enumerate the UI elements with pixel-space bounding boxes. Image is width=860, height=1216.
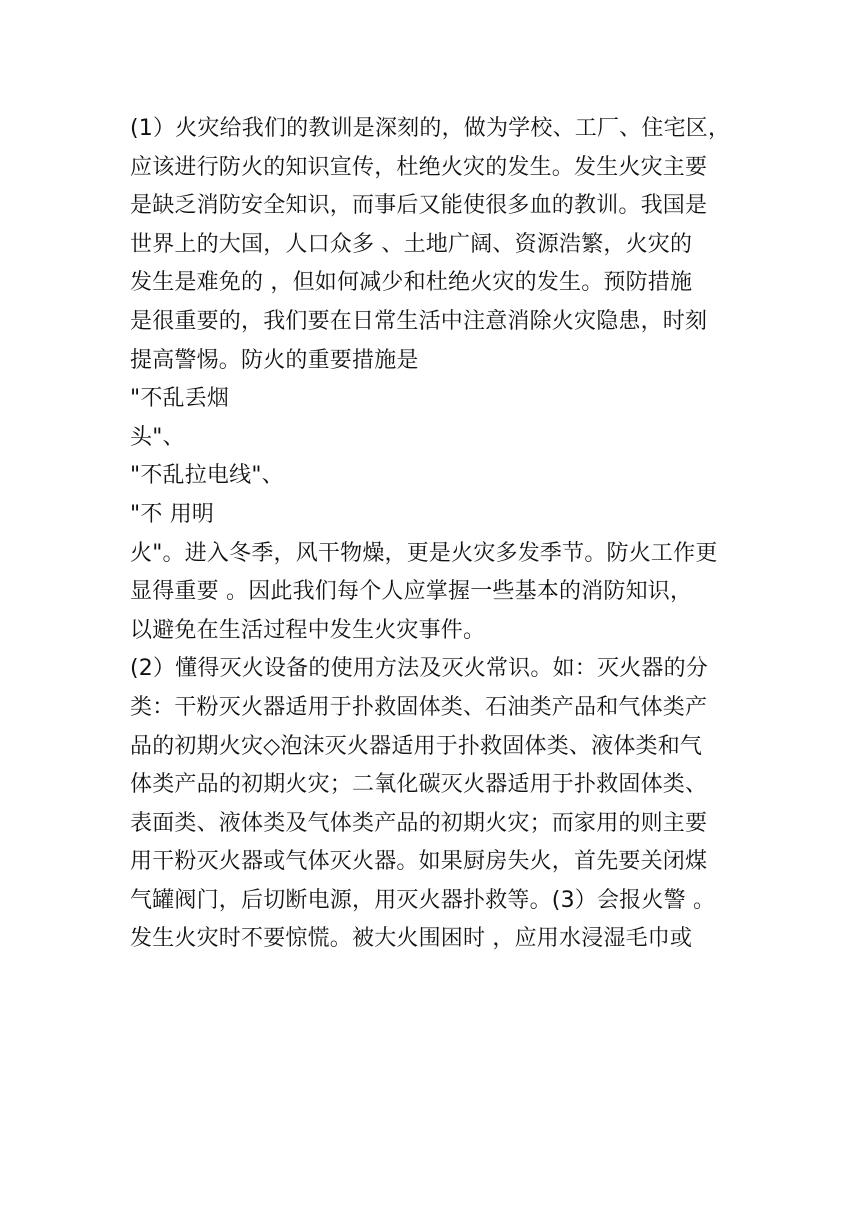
text-line: (1）火灾给我们的教训是深刻的，做为学校、工厂、住宅区，	[130, 116, 731, 141]
text-line: 提高警惕。防火的重要措施是	[130, 347, 419, 373]
text-line: 体类产品的初期火灾；二氧化碳灭火器适用于扑救固体类、	[130, 772, 708, 798]
text-line: (2）懂得灭火设备的使用方法及灭火常识。如：灭火器的分	[130, 656, 708, 682]
text-line: 是缺乏消防安全知识，而事后又能使很多血的教训。我国是	[130, 193, 708, 219]
text-line: "不 用明	[130, 501, 215, 527]
text-line: 发生是难免的 ，但如何减少和杜绝火灾的发生。预防措施	[130, 270, 693, 296]
text-line: 品的初期火灾◇泡沫灭火器适用于扑救固体类、液体类和气	[130, 733, 703, 759]
text-line: 火"。进入冬季，风干物燥，更是火灾多发季节。防火工作更	[130, 540, 718, 566]
body-text	[130, 110, 740, 959]
text-line: "不乱拉电线"、	[130, 463, 284, 489]
text-line: 表面类、液体类及气体类产品的初期火灾；而家用的则主要	[130, 810, 708, 836]
text-line: 发生火灾时不要惊慌。被大火围困时 ，应用水浸湿毛巾或	[130, 926, 693, 952]
text-line: 类：干粉灭火器适用于扑救固体类、石油类产品和气体类产	[130, 694, 708, 720]
text-line: 世界上的大国，人口众多 、土地广阔、资源浩繁，火灾的	[130, 231, 693, 257]
text-line: 以避免在生活过程中发生火灾事件。	[130, 617, 486, 643]
text-line: "不乱丢烟	[130, 386, 230, 412]
text-line: 用干粉灭火器或气体灭火器。如果厨房失火，首先要关闭煤	[130, 849, 708, 875]
text-line: 气罐阀门，后切断电源，用灭火器扑救等。(3）会报火警 。	[130, 887, 716, 913]
text-line: 显得重要 。因此我们每个人应掌握一些基本的消防知识，	[130, 579, 693, 605]
text-line: 应该进行防火的知识宣传，杜绝火灾的发生。发生火灾主要	[130, 154, 708, 180]
text-line: 头"、	[130, 424, 185, 450]
text-line: 是很重要的，我们要在日常生活中注意消除火灾隐患，时刻	[130, 308, 708, 334]
